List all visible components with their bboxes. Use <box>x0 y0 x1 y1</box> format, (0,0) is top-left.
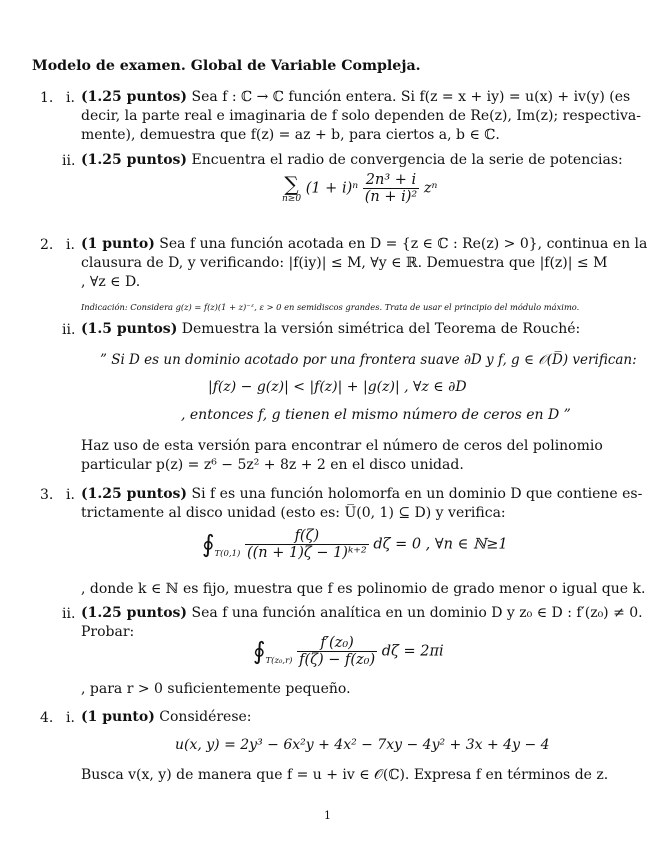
problem-1ii-line1 <box>81 151 623 170</box>
problem-3i-line1 <box>81 485 642 504</box>
problem-1i-line2: decir, la parte real e imaginaria de f solo dependen de Re(z), Im(z); respectiva- <box>81 108 641 124</box>
integral-1-denominator: ((n + 1)ζ − 1)ᵏ⁺² <box>246 545 367 561</box>
sum-index: n≥0 <box>282 193 302 204</box>
harmonic-u-equation: u(x, y) = 2y³ − 6x²y + 4x² − 7xy − 4y² + 3x + 4y − 4 <box>175 737 550 753</box>
problem-2i-line3: , ∀z ∈ D. <box>81 274 141 290</box>
problem-3i-text1: Si f es una función holomorfa en un dominio D que contiene es- <box>191 486 643 502</box>
rouche-quote-line3: , entonces f, g tienen el mismo número de ceros en D ” <box>181 407 571 423</box>
problem-2ii-line1 <box>81 320 580 339</box>
problem-3i-line3: , donde k ∈ ℕ es fijo, muestra que f es polinomio de grado menor o igual que k. <box>81 581 646 597</box>
integral-1-numerator: f(ζ) <box>245 528 369 545</box>
integral-2-tail: dζ = 2πi <box>381 643 444 660</box>
contour-integral-symbol-1: ∮ <box>202 530 215 559</box>
problem-3ii-line2: Probar: <box>81 624 135 640</box>
page-number: 1 <box>324 809 331 822</box>
problem-3ii-points: (1.25 puntos) <box>81 605 188 621</box>
problem-2i-label: i. <box>66 237 75 253</box>
series-base: (1 + i)ⁿ <box>305 180 359 197</box>
problem-4i-text: Considérese: <box>159 709 252 725</box>
problem-4-number: 4. <box>40 710 54 726</box>
exam-title: Modelo de examen. Global de Variable Compleja. <box>32 58 421 74</box>
series-equation <box>282 172 437 205</box>
series-tail: zⁿ <box>423 180 438 197</box>
problem-1i-points: (1.25 puntos) <box>81 89 188 105</box>
problem-4i-line2: Busca v(x, y) de manera que f = u + iv ∈ 𝒪(ℂ). Expresa f en términos de z. <box>81 767 609 783</box>
problem-1i-label: i. <box>66 90 75 106</box>
rouche-quote-line2: |f(z) − g(z)| < |f(z)| + |g(z)| , ∀z ∈ ∂D <box>208 379 467 395</box>
integral-equation-2 <box>253 635 444 668</box>
problem-2ii-line2: Haz uso de esta versión para encontrar el número de ceros del polinomio <box>81 438 603 454</box>
problem-3i-line2: trictamente al disco unidad (esto es: U̅(0, 1) ⊆ D) y verifica: <box>81 505 506 521</box>
problem-2i-hint: Indicación: Considera g(z) = f(z)(1 + z)⁻ᵋ, ε > 0 en semidiscos grandes. Trata de usar el principio del módulo máximo. <box>81 302 580 312</box>
problem-3-number: 3. <box>40 487 54 503</box>
contour-integral-symbol-2: ∮ <box>253 637 266 666</box>
problem-4i-points: (1 punto) <box>81 709 155 725</box>
problem-1-number: 1. <box>40 90 54 106</box>
contour-subscript-2: T(z₀,r) <box>265 655 293 666</box>
problem-3i-points: (1.25 puntos) <box>81 486 188 502</box>
problem-3i-label: i. <box>66 487 75 503</box>
problem-3ii-line1 <box>81 604 643 623</box>
problem-2i-line1 <box>81 235 647 254</box>
series-denominator: (n + i)² <box>364 189 418 205</box>
integral-2-denominator: f(ζ) − f(z₀) <box>299 652 376 668</box>
integral-1-tail: dζ = 0 , ∀n ∈ ℕ≥1 <box>373 536 508 553</box>
problem-1i-line1 <box>81 88 630 107</box>
problem-4i-label: i. <box>66 710 75 726</box>
sum-symbol: ∑ <box>284 171 299 196</box>
problem-2-number: 2. <box>40 237 54 253</box>
problem-1ii-text: Encuentra el radio de convergencia de la serie de potencias: <box>191 152 623 168</box>
problem-3ii-label: ii. <box>62 606 76 622</box>
problem-3ii-line3: , para r > 0 suficientemente pequeño. <box>81 681 351 697</box>
problem-2i-points: (1 punto) <box>81 236 155 252</box>
problem-1i-text1: Sea f : ℂ → ℂ función entera. Si f(z = x + iy) = u(x) + iv(y) (es <box>191 89 631 105</box>
contour-subscript-1: T(0,1) <box>214 548 241 559</box>
problem-1ii-label: ii. <box>62 153 76 169</box>
problem-2i-text1: Sea f una función acotada en D = {z ∈ ℂ : Re(z) > 0}, continua en la <box>159 236 648 252</box>
problem-2ii-points: (1.5 puntos) <box>81 321 178 337</box>
problem-4i-line1 <box>81 708 252 727</box>
integral-2-numerator: f′(z₀) <box>297 635 377 652</box>
series-numerator: 2n³ + i <box>363 172 419 189</box>
problem-2i-line2: clausura de D, y verificando: |f(iy)| ≤ M, ∀y ∈ ℝ. Demuestra que |f(z)| ≤ M <box>81 255 608 271</box>
problem-2ii-text: Demuestra la versión simétrica del Teorema de Rouché: <box>181 321 581 337</box>
problem-2ii-line3: particular p(z) = z⁶ − 5z² + 8z + 2 en el disco unidad. <box>81 457 464 473</box>
problem-1ii-points: (1.25 puntos) <box>81 152 188 168</box>
rouche-quote-line1: ” Si D es un dominio acotado por una frontera suave ∂D y f, g ∈ 𝒪(D̅) verifican: <box>100 352 637 368</box>
problem-3ii-text1: Sea f una función analítica en un dominio D y z₀ ∈ D : f′(z₀) ≠ 0. <box>191 605 643 621</box>
problem-1i-line3: mente), demuestra que f(z) = az + b, para ciertos a, b ∈ ℂ. <box>81 127 500 143</box>
problem-2ii-label: ii. <box>62 322 76 338</box>
integral-equation-1 <box>202 528 508 561</box>
